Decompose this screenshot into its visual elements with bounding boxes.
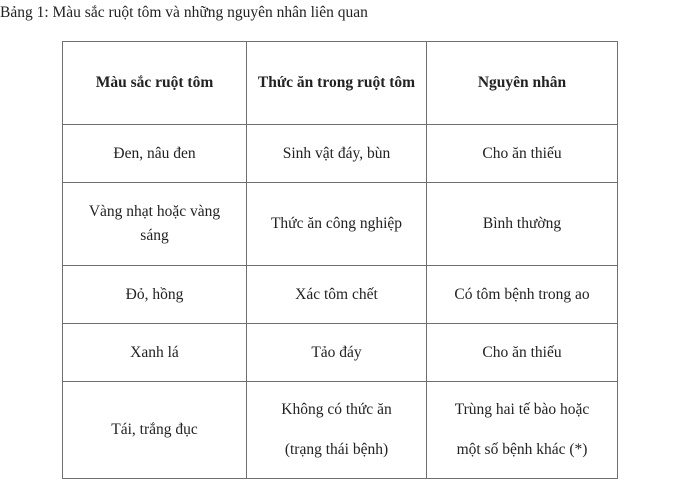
cell-food: Sinh vật đáy, bùn bbox=[247, 125, 427, 183]
cell-cause: Bình thường bbox=[427, 183, 618, 266]
cell-food-line-2: (trạng thái bệnh) bbox=[284, 441, 389, 458]
table-row bbox=[63, 382, 618, 479]
cell-food bbox=[247, 382, 427, 479]
data-table bbox=[62, 41, 618, 479]
table-row bbox=[63, 324, 618, 382]
cell-gut-color: Xanh lá bbox=[63, 324, 247, 382]
table-row bbox=[63, 266, 618, 324]
header-cause: Nguyên nhân bbox=[427, 42, 618, 125]
cell-food-line-1: Không có thức ăn bbox=[281, 401, 392, 418]
cell-cause-line-1: Trùng hai tế bào hoặc bbox=[454, 401, 590, 418]
table-row bbox=[63, 183, 618, 266]
cell-food: Xác tôm chết bbox=[247, 266, 427, 324]
cell-gut-color: Đen, nâu đen bbox=[63, 125, 247, 183]
cell-cause: Cho ăn thiếu bbox=[427, 125, 618, 183]
table-row bbox=[63, 125, 618, 183]
header-gut-color: Màu sắc ruột tôm bbox=[63, 42, 247, 125]
cell-gut-color: Vàng nhạt hoặc vàng sáng bbox=[63, 183, 247, 266]
header-food-in-gut: Thức ăn trong ruột tôm bbox=[247, 42, 427, 125]
cell-cause bbox=[427, 382, 618, 479]
cell-cause: Cho ăn thiếu bbox=[427, 324, 618, 382]
cell-food: Tảo đáy bbox=[247, 324, 427, 382]
cell-food: Thức ăn công nghiệp bbox=[247, 183, 427, 266]
table-header-row bbox=[63, 42, 618, 125]
cell-gut-color: Tái, trắng đục bbox=[63, 382, 247, 479]
cell-cause-line-2: một số bệnh khác (*) bbox=[456, 441, 588, 458]
cell-gut-color: Đỏ, hồng bbox=[63, 266, 247, 324]
cell-cause: Có tôm bệnh trong ao bbox=[427, 266, 618, 324]
table-caption: Bảng 1: Màu sắc ruột tôm và những nguyên nhân liên quan bbox=[0, 4, 368, 21]
